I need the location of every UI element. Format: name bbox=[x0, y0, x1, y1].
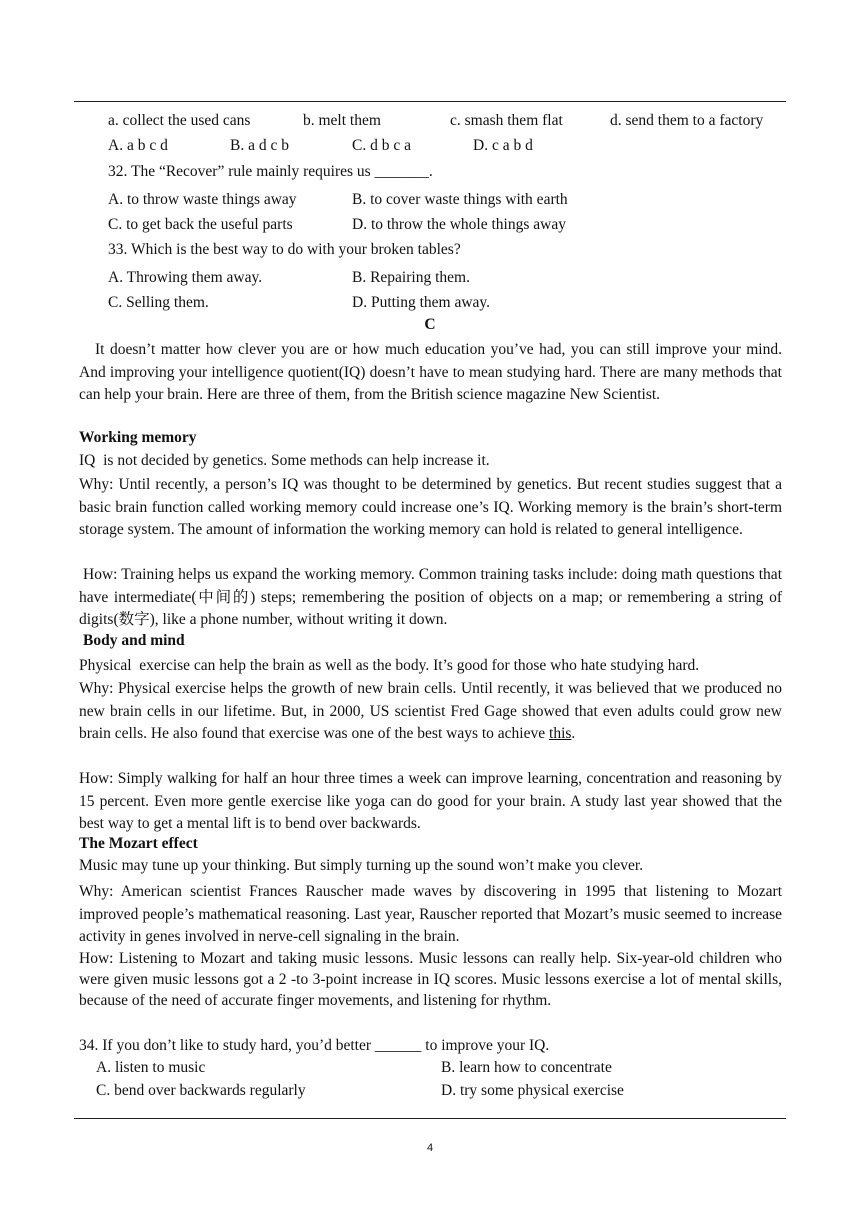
mozart-summary: Music may tune up your thinking. But simply turning up the sound won’t make you clever. bbox=[79, 857, 644, 874]
footer-rule bbox=[74, 1118, 786, 1119]
mozart-how: How: Listening to Mozart and taking music lessons. Music lessons can really help. Six-year-old children who were given music lessons got a 2 -to 3-point increase in IQ scores. Music lessons exercise a lot of mental skills, because of the need of accurate finger movements, and listening for rhythm. bbox=[79, 950, 782, 1009]
body-mind-why-underlined: this bbox=[549, 725, 572, 743]
q33-option-c: C. Selling them. bbox=[108, 294, 209, 311]
q32-stem: 32. The “Recover” rule mainly requires us _______. bbox=[108, 163, 433, 180]
mozart-heading: The Mozart effect bbox=[79, 835, 198, 852]
q33-option-b: B. Repairing them. bbox=[352, 269, 470, 286]
q34-option-d: D. try some physical exercise bbox=[441, 1082, 624, 1099]
working-memory-why: Why: Until recently, a person’s IQ was thought to be determined by genetics. But recent studies suggest that a basic brain function called working memory could increase one’s IQ. Working memory is the brain’s short-term storage system. The amount of information the working memory can hold is related to general intelligence. bbox=[79, 476, 782, 539]
body-mind-how: How: Simply walking for half an hour three times a week can improve learning, concentration and reasoning by 15 percent. Even more gentle exercise like yoga can do good for your brain. A study last year showed that the best way to get a mental lift is to bend over backwards. bbox=[79, 770, 782, 833]
q34-option-a: A. listen to music bbox=[96, 1059, 206, 1076]
q31-item-a: a. collect the used cans bbox=[108, 112, 251, 129]
q32-option-a: A. to throw waste things away bbox=[108, 191, 297, 208]
working-memory-heading: Working memory bbox=[79, 429, 197, 446]
q32-option-c: C. to get back the useful parts bbox=[108, 216, 293, 233]
header-rule bbox=[74, 101, 786, 102]
q31-option-b: B. a d c b bbox=[230, 137, 289, 154]
working-memory-summary: IQ is not decided by genetics. Some methods can help increase it. bbox=[79, 452, 490, 469]
body-mind-why-text: Why: Physical exercise helps the growth of new brain cells. Until recently, it was believed that we produced no new brain cells in our lifetime. But, in 2000, US scientist Fred Gage showed that even adults could grow new brain cells. He also found that exercise was one of the best ways to achieve bbox=[79, 680, 782, 743]
q31-option-c: C. d b c a bbox=[352, 137, 411, 154]
mozart-why: Why: American scientist Frances Rauscher made waves by discovering in 1995 that listening to Mozart improved people’s mathematical reasoning. Last year, Rauscher reported that Mozart’s music seemed to increase activity in genes involved in nerve-cell signaling in the brain. bbox=[79, 883, 782, 946]
working-memory-how: How: Training helps us expand the working memory. Common training tasks include: doing math questions that have intermediate(中间的) steps; remembering the position of objects on a map; or remembering a string of digits(数字), like a phone number, without writing it down. bbox=[79, 566, 782, 629]
q32-option-d: D. to throw the whole things away bbox=[352, 216, 566, 233]
q33-stem: 33. Which is the best way to do with your broken tables? bbox=[108, 241, 461, 258]
q31-item-b: b. melt them bbox=[303, 112, 381, 129]
page-number: 4 bbox=[426, 1142, 434, 1154]
body-mind-why-end: . bbox=[571, 725, 576, 743]
q31-option-a: A. a b c d bbox=[108, 137, 168, 154]
body-mind-summary: Physical exercise can help the brain as well as the body. It’s good for those who hate studying hard. bbox=[79, 657, 700, 674]
q34-option-c: C. bend over backwards regularly bbox=[96, 1082, 306, 1099]
q33-option-a: A. Throwing them away. bbox=[108, 269, 263, 286]
body-mind-heading: Body and mind bbox=[83, 632, 185, 649]
intro-paragraph: It doesn’t matter how clever you are or how much education you’ve had, you can still improve your mind. And improving your intelligence quotient(IQ) doesn’t have to mean studying hard. There are many methods that can help your brain. Here are three of them, from the British science magazine New Scientist. bbox=[79, 341, 782, 404]
body-mind-why bbox=[79, 678, 782, 746]
q31-item-c: c. smash them flat bbox=[450, 112, 563, 129]
q34-stem: 34. If you don’t like to study hard, you’d better ______ to improve your IQ. bbox=[79, 1037, 550, 1054]
q33-option-d: D. Putting them away. bbox=[352, 294, 491, 311]
section-heading: C bbox=[424, 316, 436, 333]
q31-item-d: d. send them to a factory bbox=[610, 112, 764, 129]
q31-option-d: D. c a b d bbox=[473, 137, 533, 154]
q32-option-b: B. to cover waste things with earth bbox=[352, 191, 568, 208]
q34-option-b: B. learn how to concentrate bbox=[441, 1059, 612, 1076]
